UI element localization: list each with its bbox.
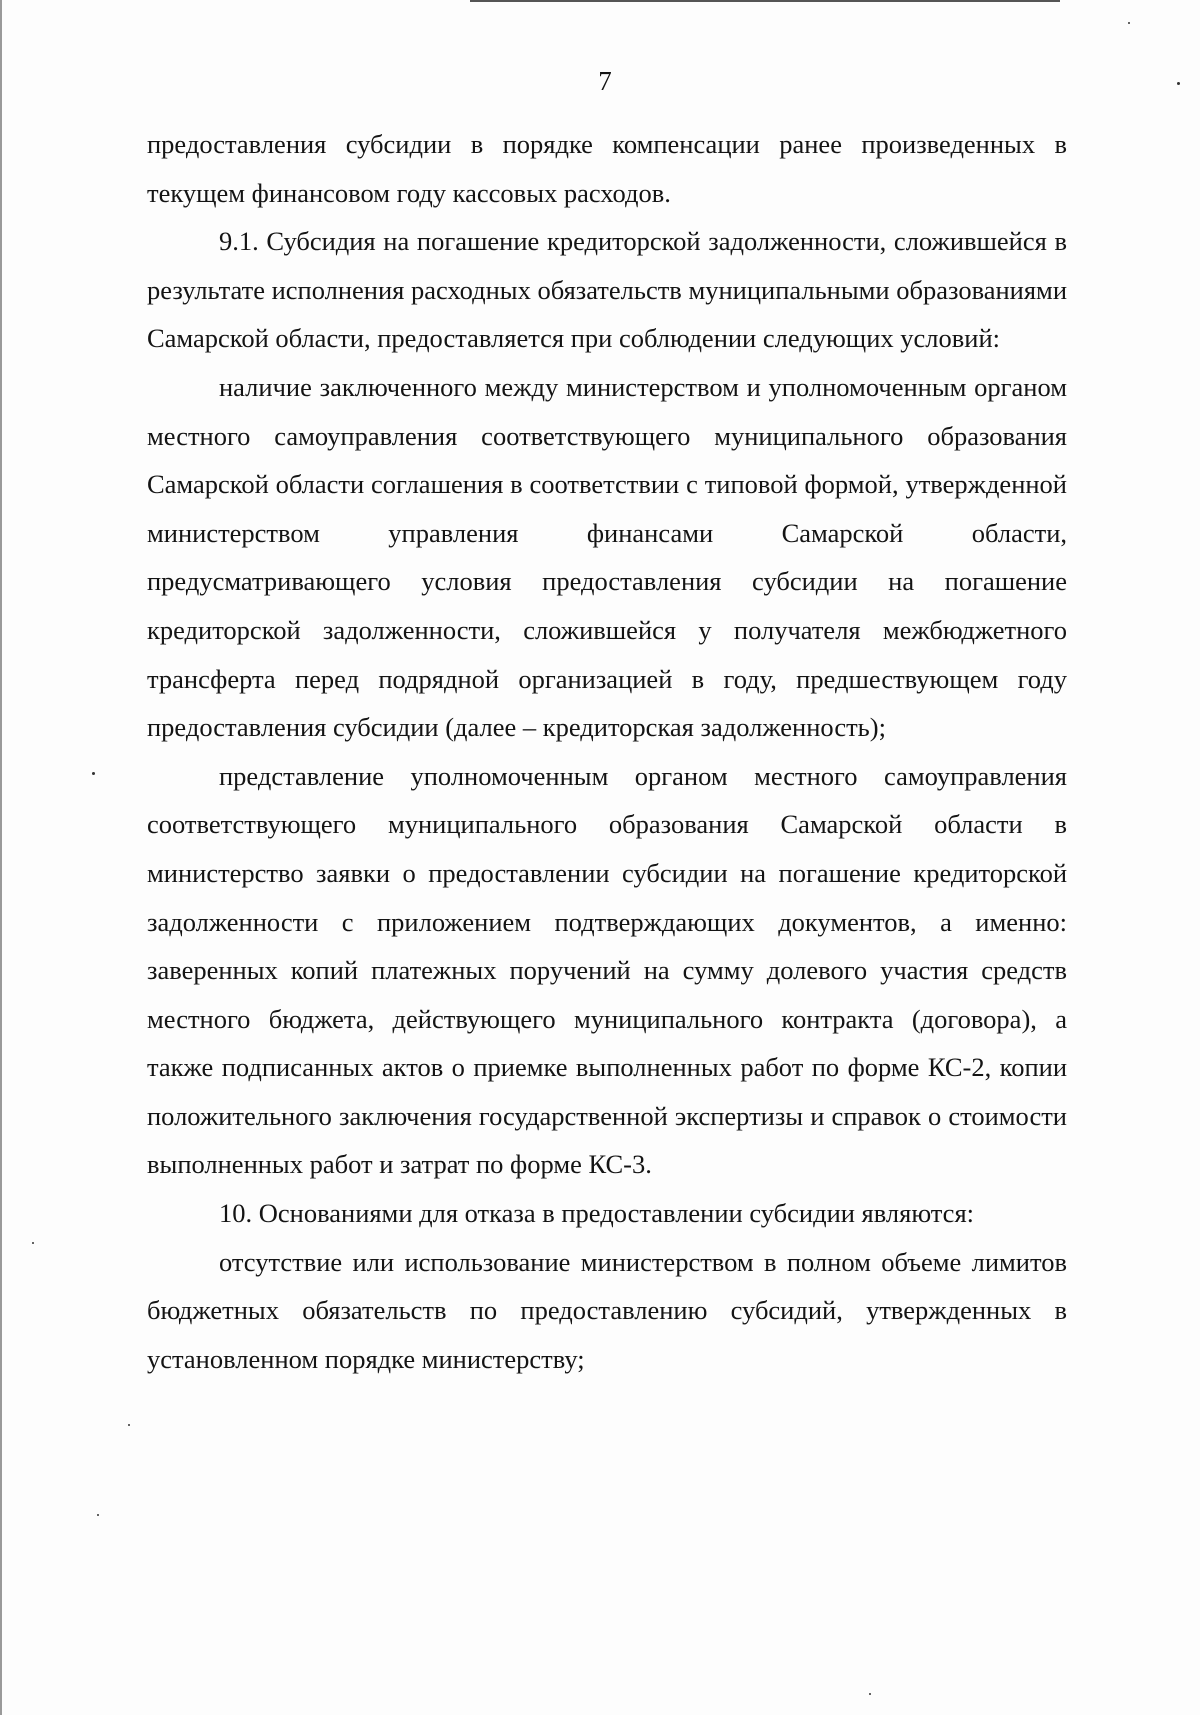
scan-speck xyxy=(32,1242,34,1244)
paragraph-10: 10. Основаниями для отказа в предоставлении субсидии являются: xyxy=(219,1198,974,1229)
scan-speck xyxy=(97,1514,99,1516)
paragraph-condition-application: представление уполномоченным органом местного самоуправления соответствующего муниципального образования Самарской области в министерство заявки о предоставлении субсидии на погашение кредиторской задолженности с приложением подтверждающих документов, а именно: заверенных копий платежных поручений на сумму долевого участия средств местного бюджета, действующего муниципального контракта (договора), а также подписанных актов о приемке выполненных работ по форме КС-2, копии положительного заключения государственной экспертизы и справок о стоимости выполненных работ и затрат по форме КС-3. xyxy=(147,760,1067,1180)
paragraph-refusal-ground: отсутствие или использование министерством в полном объеме лимитов бюджетных обязательств по предоставлению субсидий, утвержденных в установленном порядке министерству; xyxy=(147,1246,1067,1374)
scan-speck xyxy=(1128,22,1130,24)
scan-speck xyxy=(92,772,95,775)
scan-speck xyxy=(1177,82,1180,85)
page-number: 7 xyxy=(598,66,612,96)
document-body xyxy=(147,120,1067,1383)
paragraph-condition-agreement: наличие заключенного между министерством и уполномоченным органом местного самоуправления соответствующего муниципального образования Самарской области соглашения в соответствии с типовой формой, утвержденной министерством управления финансами Самарской области, предусматривающего условия предоставления субсидии на погашение кредиторской задолженности, сложившейся у получателя межбюджетного трансферта перед подрядной организацией в году, предшествующем году предоставления субсидии (далее – кредиторская задолженность); xyxy=(147,371,1067,743)
paragraph-9-1: 9.1. Субсидия на погашение кредиторской задолженности, сложившейся в результате исполнения расходных обязательств муниципальными образованиями Самарской области, предоставляется при соблюдении следующих условий: xyxy=(147,226,1067,354)
scan-artifact-line xyxy=(470,0,1060,2)
scan-speck xyxy=(128,1424,130,1426)
scan-artifact-edge xyxy=(0,0,2,1715)
paragraph-continuation: предоставления субсидии в порядке компенсации ранее произведенных в текущем финансовом году кассовых расходов. xyxy=(147,129,1067,208)
scan-speck xyxy=(869,1693,871,1695)
